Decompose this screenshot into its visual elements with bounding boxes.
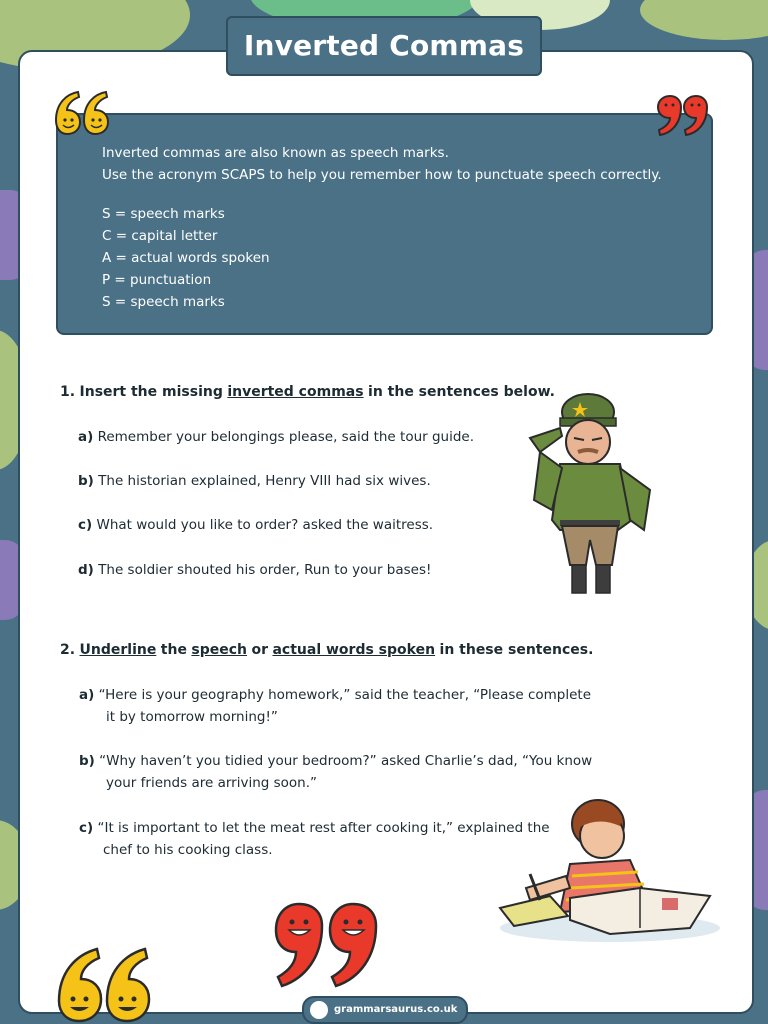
scaps-item: S = speech marks xyxy=(102,206,225,222)
q1-item-b: b) The historian explained, Henry VIII had six wives. xyxy=(78,473,431,489)
page-title: Inverted Commas xyxy=(226,16,542,76)
q2-item-b: b) “Why haven’t you tidied your bedroom?” asked Charlie’s dad, “You know xyxy=(79,753,593,769)
open-quote-icon xyxy=(52,90,112,136)
footer-brand[interactable] xyxy=(302,996,468,1024)
q2-item-c: c) “It is important to let the meat rest after cooking it,” explained the xyxy=(79,820,550,836)
decor-blob xyxy=(640,0,768,40)
scaps-item: C = capital letter xyxy=(102,228,218,244)
close-quote-icon xyxy=(272,900,382,990)
info-line: Use the acronym SCAPS to help you remember how to punctuate speech correctly. xyxy=(102,167,662,183)
q2-item-a: a) “Here is your geography homework,” said the teacher, “Please complete xyxy=(79,687,592,703)
scaps-item: S = speech marks xyxy=(102,294,225,310)
scaps-info-box xyxy=(56,113,713,335)
q1-item-a: a) Remember your belongings please, said the tour guide. xyxy=(78,429,475,445)
soldier-illustration xyxy=(500,390,660,600)
q2-item-c-cont: chef to his cooking class. xyxy=(103,842,273,858)
scaps-item: P = punctuation xyxy=(102,272,212,288)
grammarsaurus-logo-icon xyxy=(310,1001,328,1019)
open-quote-icon xyxy=(55,945,155,1024)
close-quote-icon xyxy=(656,95,710,137)
scaps-item: A = actual words spoken xyxy=(102,250,270,266)
question-1-heading: 1. Insert the missing inverted commas in the sentences below. xyxy=(60,384,555,400)
question-2-heading: 2. Underline the speech or actual words spoken in these sentences. xyxy=(60,642,594,658)
q1-item-d: d) The soldier shouted his order, Run to your bases! xyxy=(78,562,432,578)
q1-item-c: c) What would you like to order? asked the waitress. xyxy=(78,517,434,533)
info-line: Inverted commas are also known as speech marks. xyxy=(102,145,449,161)
footer-url: grammarsaurus.co.uk xyxy=(334,1004,458,1015)
q2-item-b-cont: your friends are arriving soon.” xyxy=(106,775,318,791)
q2-item-a-cont: it by tomorrow morning!” xyxy=(106,709,278,725)
boy-reading-illustration xyxy=(490,788,720,948)
